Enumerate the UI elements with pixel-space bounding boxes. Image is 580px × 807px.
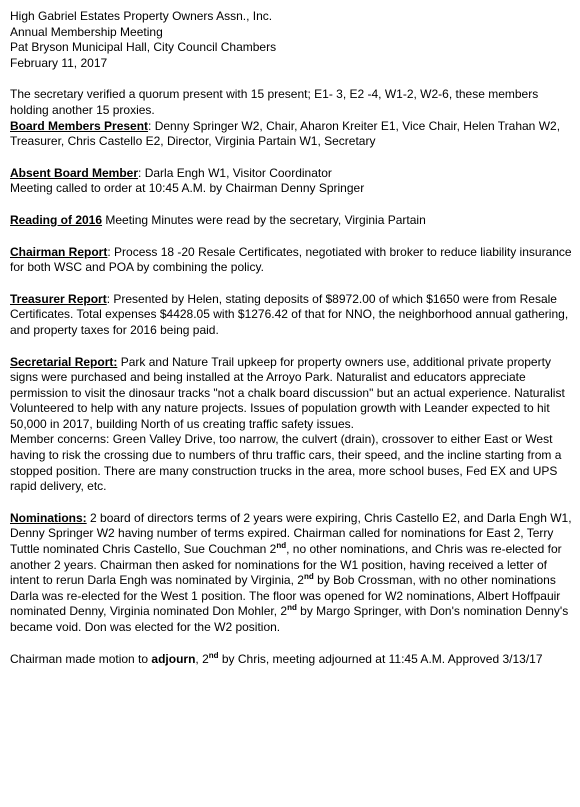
ordinal-suffix: nd	[303, 572, 314, 582]
secretarial-report-heading: Secretarial Report:	[10, 354, 118, 369]
ordinal-suffix: nd	[287, 603, 297, 613]
nominations-text-4: by Margo Springer, with Don's nomination Denny's became void. Don was elected for the W2 position.	[10, 604, 569, 634]
absent-member-heading: Absent Board Member	[10, 165, 139, 180]
chairman-report-text: : Process 18 -20 Resale Certificates, negotiated with broker to reduce liability insurance for both WSC and POA by combining the policy.	[10, 244, 572, 275]
ordinal-suffix: nd	[208, 650, 219, 660]
quorum-paragraph: The secretary verified a quorum present with 15 present; E1- 3, E2 -4, W1-2, W2-6, these members holding another 15 proxies.	[10, 87, 539, 117]
absent-member-text: : Darla Engh W1, Visitor Coordinator	[138, 165, 332, 180]
adjourn-text-1: Chairman made motion to	[10, 651, 152, 666]
meeting-location: Pat Bryson Municipal Hall, City Council Chambers	[10, 40, 277, 55]
board-present-heading: Board Members Present	[10, 118, 149, 133]
meeting-date: February 11, 2017	[10, 55, 108, 70]
association-name: High Gabriel Estates Property Owners Assn., Inc.	[10, 9, 273, 23]
adjourn-text-3: by Chris, meeting adjourned at 11:45 A.M. Approved 3/13/17	[218, 651, 543, 666]
reading-paragraph	[10, 213, 574, 229]
chairman-report-paragraph	[10, 245, 574, 276]
secretarial-report-text: Park and Nature Trail upkeep for property owners use, additional private property signs were purchased and being installed at the Arroyo Park. Naturalist and educators appreciate permission to visit the dinosaur tracks "not a chalk board discussion" but an actual experience. Naturalist Volunteered to help with any nature projects. Issues of population growth with Leander expected to hit 50,000 in 2017, building North of us creating traffic safety issues.	[10, 354, 565, 431]
board-present-text: : Denny Springer W2, Chair, Aharon Kreiter E1, Vice Chair, Helen Trahan W2, Treasurer, Chris Castello E2, Director, Virginia Partain W1, Secretary	[10, 118, 561, 149]
member-concerns: Member concerns: Green Valley Drive, too narrow, the culvert (drain), crossover to either East or West	[10, 432, 553, 447]
call-to-order: Meeting called to order at 10:45 A.M. by Chairman Denny Springer	[10, 181, 365, 196]
adjourn-text-2: , 2	[195, 651, 209, 666]
nominations-text-2: , no other nominations, and Chris was re-elected for another 2 years. Chairman then asked for nominations for the W1 position, having received a letter of intent to rerun Darla Engh was nominated by Virginia, 2	[10, 542, 562, 588]
meeting-title: Annual Membership Meeting	[10, 24, 163, 39]
absent-member-paragraph	[10, 166, 574, 182]
treasurer-report-heading: Treasurer Report	[10, 291, 107, 306]
adjourn-keyword: adjourn	[151, 651, 196, 666]
nominations-paragraph	[10, 511, 574, 636]
board-present-paragraph	[10, 119, 574, 150]
ordinal-suffix: nd	[276, 541, 287, 551]
nominations-text-1: 2 board of directors terms of 2 years were expiring, Chris Castello E2, and Darla Engh W1, Denny Springer W2 having number of terms expired. Chairman called for nominations for East 2, Terry Tuttle nominated Chris Castello, Sue Couchman 2	[10, 510, 572, 557]
reading-heading: Reading of 2016	[10, 212, 103, 227]
reading-text: Meeting Minutes were read by the secretary, Virginia Partain	[102, 212, 426, 227]
treasurer-report-text: : Presented by Helen, stating deposits of $8972.00 of which $1650 were from Resale Certificates. Total expenses $4428.05 with $1276.42 of that for NNO, the neighborhood annual gathering, and property taxes for 2016 being paid.	[10, 291, 569, 337]
nominations-text-3: by Bob Crossman, with no other nominations Darla was re-elected for the West 1 position. The floor was opened for W2 nominations, Albert Hoffpauir nominated Denny, Virginia nominated Don Mohler, 2	[10, 573, 561, 619]
nominations-heading: Nominations:	[10, 510, 87, 525]
chairman-report-heading: Chairman Report	[10, 244, 108, 259]
adjourn-paragraph	[10, 652, 574, 668]
document-header	[10, 9, 574, 71]
treasurer-report-paragraph	[10, 292, 574, 339]
member-concerns-continued: having to risk the crossing due to numbers of thru traffic cars, their speed, and the incline starting from a stopped position. There are many construction trucks in the area, more school buses, Fed EX and UPS rapid delivery, etc.	[10, 448, 562, 494]
document-page	[0, 9, 574, 667]
secretarial-report-paragraph	[10, 355, 574, 433]
